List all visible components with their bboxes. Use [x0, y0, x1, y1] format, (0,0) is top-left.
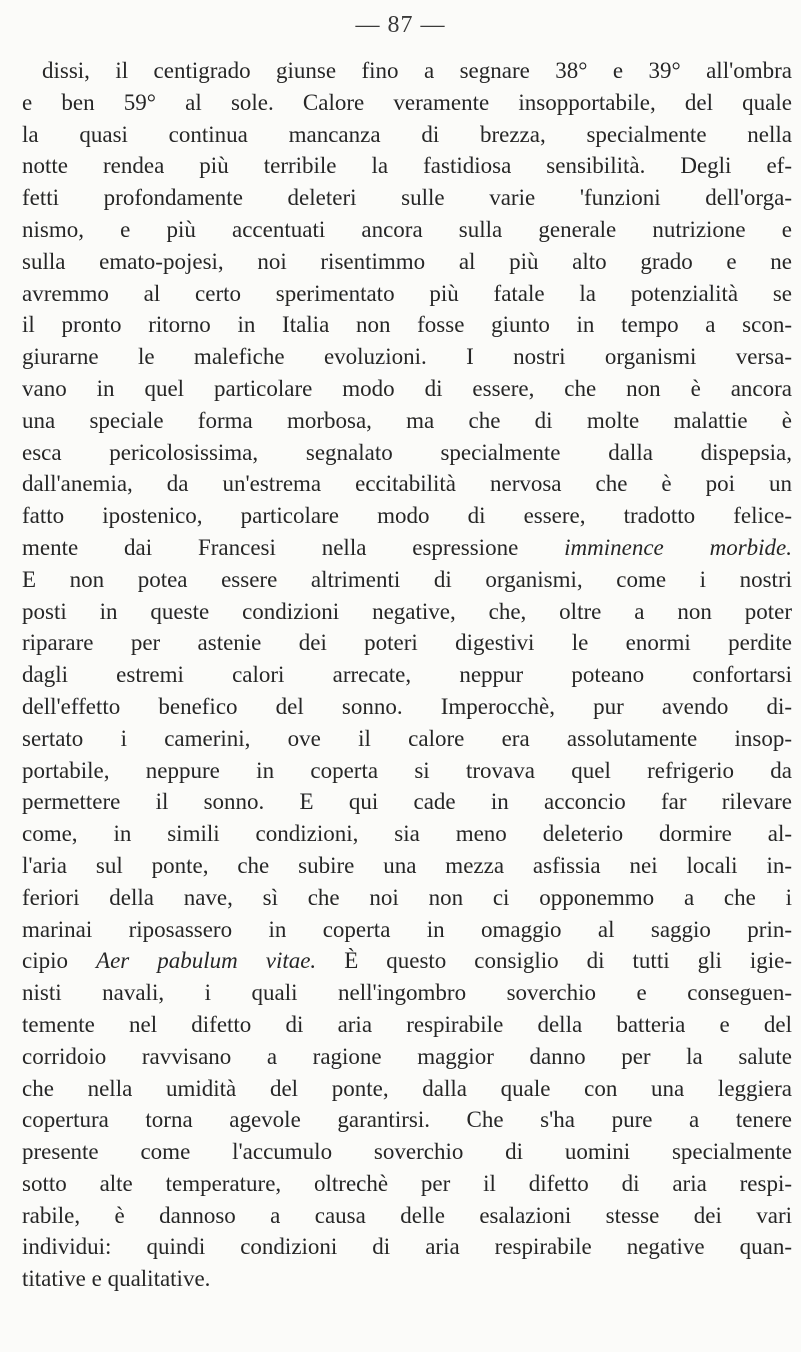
text-line: corridoio ravvisano a ragione maggior danno per la salute: [22, 1043, 792, 1069]
text-line: esca pericolosissima, segnalato specialmente dalla dispepsia,: [22, 439, 792, 465]
body-text: [22, 55, 792, 1295]
text-line: avremmo al certo sperimentato più fatale la potenzialità se: [22, 280, 792, 306]
text-line: dissi, il centigrado giunse fino a segnare 38° e 39° all'ombra: [42, 58, 792, 83]
text-line: che nella umidità del ponte, dalla quale con una leggiera: [22, 1075, 792, 1101]
text-line: il pronto ritorno in Italia non fosse giunto in tempo a scon-: [22, 312, 792, 338]
text-line: presente come l'accumulo soverchio di uomini specialmente: [22, 1139, 792, 1165]
text-line: giurarne le malefiche evoluzioni. I nostri organismi versa-: [22, 344, 792, 370]
page-number: — 87 —: [355, 12, 446, 38]
text-line: fatto ipostenico, particolare modo di essere, tradotto felice-: [22, 503, 792, 529]
text-line: sulla emato-pojesi, noi risentimmo al più alto grado e ne: [22, 248, 792, 274]
text-line: copertura torna agevole garantirsi. Che s'ha pure a tenere: [22, 1107, 792, 1133]
text-line: nismo, e più accentuati ancora sulla generale nutrizione e: [22, 216, 792, 242]
text-line: permettere il sonno. E qui cade in acconcio far rilevare: [22, 789, 792, 815]
text-line: titative e qualitative.: [22, 1266, 211, 1292]
text-line: l'aria sul ponte, che subire una mezza asfissia nei locali in-: [22, 852, 792, 878]
text-line: posti in queste condizioni negative, che, oltre a non poter: [22, 598, 792, 624]
text-line: notte rendea più terribile la fastidiosa sensibilità. Degli ef-: [22, 153, 792, 179]
text-line: come, in simili condizioni, sia meno deleterio dormire al-: [22, 821, 792, 847]
text-line: riparare per astenie dei poteri digestivi le enormi perdite: [22, 630, 792, 656]
text-line: dell'effetto benefico del sonno. Imperocchè, pur avendo di-: [22, 693, 792, 719]
text-line: e ben 59° al sole. Calore veramente insopportabile, del quale: [22, 89, 792, 115]
text-line: individui: quindi condizioni di aria respirabile negative quan-: [22, 1234, 792, 1260]
text-line: rabile, è dannoso a causa delle esalazioni stesse dei vari: [22, 1202, 792, 1228]
text-span: mente dai Francesi nella espressione: [22, 534, 519, 560]
text-span: È questo consiglio di tutti gli igie-: [344, 948, 792, 974]
text-span: cipio: [22, 948, 68, 974]
text-line: una speciale forma morbosa, ma che di molte malattie è: [22, 407, 792, 433]
text-line: portabile, neppure in coperta si trovava quel refrigerio da: [22, 757, 792, 783]
text-line: dall'anemia, da un'estrema eccitabilità nervosa che è poi un: [22, 471, 792, 497]
text-line: E non potea essere altrimenti di organismi, come i nostri: [22, 566, 792, 592]
text-line: marinai riposassero in coperta in omaggio al saggio prin-: [22, 916, 792, 942]
text-line: [22, 532, 792, 564]
italic-phrase: Aer pabulum vitae.: [96, 948, 317, 974]
text-line: temente nel difetto di aria respirabile della batteria e del: [22, 1011, 792, 1037]
text-line: sotto alte temperature, oltrechè per il difetto di aria respi-: [22, 1170, 792, 1196]
text-line: vano in quel particolare modo di essere, che non è ancora: [22, 375, 792, 401]
text-line: nisti navali, i quali nell'ingombro soverchio e conseguen-: [22, 980, 792, 1006]
text-line: [22, 945, 792, 977]
text-line: la quasi continua mancanza di brezza, specialmente nella: [22, 121, 792, 147]
text-line: dagli estremi calori arrecate, neppur poteano confortarsi: [22, 662, 792, 688]
text-line: sertato i camerini, ove il calore era assolutamente insop-: [22, 725, 792, 751]
text-line: feriori della nave, sì che noi non ci opponemmo a che i: [22, 884, 792, 910]
italic-phrase: imminence morbide.: [564, 534, 792, 560]
text-line: fetti profondamente deleteri sulle varie 'funzioni dell'orga-: [22, 185, 792, 211]
